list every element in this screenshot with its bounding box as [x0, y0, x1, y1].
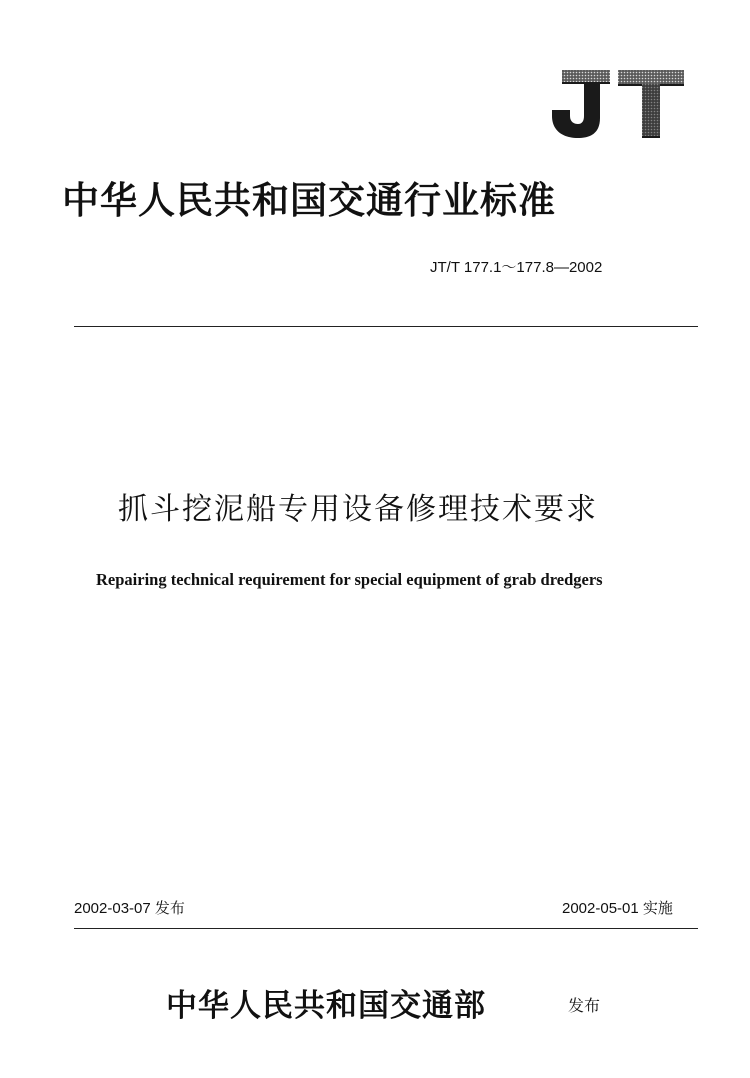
- effective-date-row: [562, 897, 673, 918]
- issue-date-row: [74, 897, 185, 918]
- issue-date: 2002-03-07: [74, 900, 151, 917]
- jt-logo-text: JT: [548, 68, 550, 69]
- jt-logo: [548, 68, 688, 140]
- issuer-label: 发布: [568, 996, 601, 1015]
- standard-title: 中华人民共和国交通行业标准: [62, 178, 556, 222]
- effective-label: 实施: [642, 899, 673, 917]
- issue-label: 发布: [154, 899, 185, 917]
- document-title-cn: 抓斗挖泥船专用设备修理技术要求: [118, 492, 598, 527]
- effective-date: 2002-05-01: [562, 900, 639, 917]
- top-divider: [74, 326, 698, 327]
- document-title-en: Repairing technical requirement for special equipment of grab dredgers: [96, 570, 603, 589]
- issuing-authority: 中华人民共和国交通部: [166, 988, 486, 1024]
- jt-logo-graphic: [548, 68, 688, 140]
- bottom-divider: [74, 928, 698, 929]
- standard-number: JT/T 177.1～177.8—2002: [430, 259, 603, 276]
